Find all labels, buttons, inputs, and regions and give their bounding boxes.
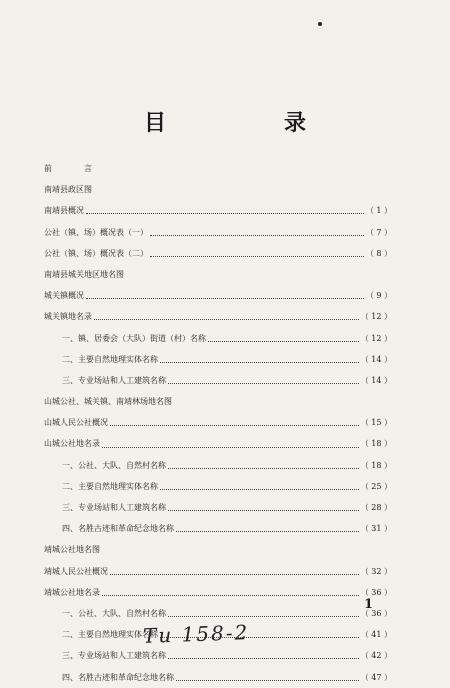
toc-entry [44, 391, 392, 412]
dot-leader [160, 489, 359, 490]
toc-entry [44, 158, 392, 179]
toc-entry-label: 四、名胜古迹和革命纪念地名称 [62, 524, 174, 534]
dot-leader [86, 213, 364, 214]
dot-leader [168, 616, 359, 617]
toc-entry-page: （ 12 ） [360, 333, 392, 343]
toc-entry-page: （ 15 ） [360, 418, 392, 428]
toc-entry-label: 三、专业场站和人工建筑名称 [62, 503, 166, 512]
toc-entry [44, 370, 392, 391]
dot-leader [110, 574, 359, 575]
toc-entry [44, 264, 392, 285]
dot-leader [110, 425, 359, 426]
toc-entry-page: （ 28 ） [360, 503, 392, 512]
toc-entry-label: 一、镇、居委会（大队）街道（村）名称 [62, 333, 206, 343]
toc-entry [44, 539, 392, 560]
toc-entry-page: （ 8 ） [365, 248, 392, 258]
toc-entry [44, 200, 392, 221]
toc-entry-label: 山城人民公社概况 [44, 418, 108, 428]
toc-entry [44, 328, 392, 349]
dot-leader [208, 341, 359, 342]
dot-leader [176, 680, 359, 681]
toc-entry [44, 582, 392, 603]
toc-entry-page: （ 32 ） [360, 566, 392, 576]
toc-entry-label: 南靖县概况 [44, 206, 84, 216]
toc-entry-label: 公社（镇、场）概况表（一） [44, 227, 148, 237]
page-title: 目 录 [143, 110, 354, 136]
toc-entry-page: （ 18 ） [360, 460, 392, 470]
toc-entry-label: 二、主要自然地理实体名称 [62, 481, 158, 491]
toc-entry [44, 433, 392, 454]
toc-entry-label: 山城公社地名录 [44, 439, 100, 449]
dot-leader [168, 510, 359, 511]
dot-leader [150, 235, 364, 236]
toc-entry-page: （ 9 ） [365, 291, 392, 301]
dot-leader [168, 383, 359, 384]
toc-entry-label: 三、专业场站和人工建筑名称 [62, 651, 166, 661]
toc-entry-label: 公社（镇、场）概况表（二） [44, 248, 148, 258]
toc-entry-page: （ 1 ） [365, 206, 392, 216]
ink-dot [318, 22, 322, 26]
toc-entry [44, 306, 392, 327]
handwritten-note: Tu 158-2 [142, 620, 250, 648]
toc-entry [44, 476, 392, 497]
toc-entry-label: 二、主要自然地理实体名称 [62, 354, 158, 364]
dot-leader [160, 362, 359, 363]
toc-entry-label: 一、公社、大队、自然村名称 [62, 608, 166, 618]
toc-entry-label: 南靖县政区图 [44, 185, 92, 195]
toc-entry-page: （ 42 ） [360, 651, 392, 661]
toc-entry-label: 一、公社、大队、自然村名称 [62, 460, 166, 470]
toc-entry [44, 179, 392, 200]
toc-entry-page: （ 25 ） [360, 481, 392, 491]
toc-entry-label: 四、名胜古迹和革命纪念地名称 [62, 672, 174, 682]
dot-leader [168, 468, 359, 469]
toc-entry [44, 412, 392, 433]
dot-leader [150, 256, 364, 257]
dot-leader [176, 531, 359, 532]
toc-entry [44, 285, 392, 306]
toc-entry-page: （ 41 ） [360, 630, 392, 640]
toc-entry-page: （ 36 ） [360, 608, 392, 618]
toc-entry-page: （ 47 ） [360, 672, 392, 682]
dot-leader [168, 658, 359, 659]
dot-leader [94, 319, 359, 320]
toc-entry [44, 243, 392, 264]
toc-entry-label: 靖城公社地名录 [44, 587, 100, 597]
toc-entry [44, 518, 392, 539]
toc-entry-label: 前 言 [44, 164, 104, 173]
toc-entry [44, 667, 392, 688]
toc-entry-label: 城关镇概况 [44, 291, 84, 301]
toc-entry-page: （ 7 ） [365, 227, 392, 237]
toc-entry-label: 二、主要自然地理实体名称 [62, 630, 158, 640]
toc-entry-page: （ 14 ） [360, 375, 392, 385]
toc-entry-page: （ 18 ） [360, 439, 392, 449]
toc-entry [44, 561, 392, 582]
toc-entry-page: （ 36 ） [360, 587, 392, 597]
page-number: 1 [364, 597, 374, 612]
toc-entry-label: 靖城人民公社概况 [44, 566, 108, 576]
toc-entry-page: （ 14 ） [360, 354, 392, 364]
toc-entry-label: 靖城公社地名图 [44, 545, 100, 555]
table-of-contents [44, 158, 392, 688]
dot-leader [102, 595, 359, 596]
toc-entry-label: 城关镇地名录 [44, 312, 92, 322]
toc-entry [44, 349, 392, 370]
toc-entry [44, 222, 392, 243]
toc-entry-label: 南靖县城关地区地名图 [44, 269, 124, 279]
dot-leader [86, 298, 364, 299]
toc-entry [44, 455, 392, 476]
toc-entry [44, 497, 392, 518]
toc-entry [44, 645, 392, 666]
toc-entry-label: 三、专业场站和人工建筑名称 [62, 375, 166, 385]
toc-entry-page: （ 31 ） [360, 524, 392, 534]
toc-entry-label: 山城公社、城关镇、南靖林场地名图 [44, 397, 172, 407]
toc-entry-page: （ 12 ） [360, 312, 392, 322]
dot-leader [102, 447, 359, 448]
